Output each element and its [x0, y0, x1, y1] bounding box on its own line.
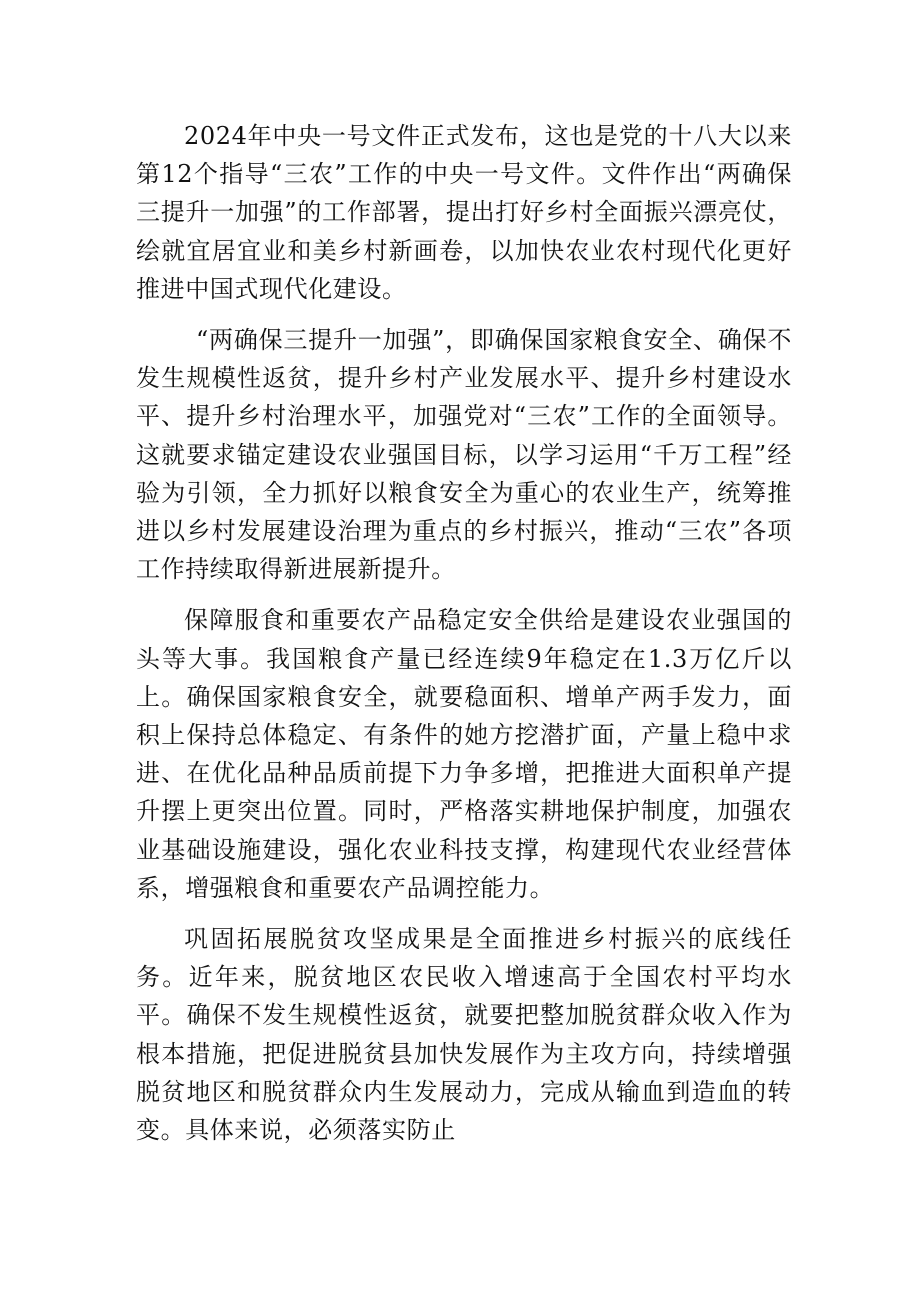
- paragraph-4: 巩固拓展脱贫攻坚成果是全面推进乡村振兴的底线任务。近年来，脱贫地区农民收入增速高于全国农村平均水平。确保不发生规模性返贫，就要把整加脱贫群众收入作为根本措施，把促进脱贫县加快发展作为主攻方向，持续增强脱贫地区和脱贫群众内生发展动力，完成从输血到造血的转变。具体来说，必须落实防止: [136, 925, 792, 1145]
- document-body: [136, 117, 792, 1149]
- paragraph-1: 2024年中央一号文件正式发布，这也是党的十八大以来第12个指导“三农”工作的中央一号文件。文件作出“两确保三提升一加强”的工作部署，提出打好乡村全面振兴漂亮仗，绘就宜居宜业和美乡村新画卷，以加快农业农村现代化更好推进中国式现代化建设。: [136, 122, 792, 303]
- paragraph-2: “两确保三提升一加强”，即确保国家粮食安全、确保不发生规模性返贫，提升乡村产业发展水平、提升乡村建设水平、提升乡村治理水平，加强党对“三农”工作的全面领导。这就要求锚定建设农业强国目标，以学习运用“千万工程”经验为引领，全力抓好以粮食安全为重心的农业生产，统筹推进以乡村发展建设治理为重点的乡村振兴，推动“三农”各项工作持续取得新进展新提升。: [136, 326, 792, 584]
- paragraph-3: 保障服食和重要农产品稳定安全供给是建设农业强国的头等大事。我国粮食产量已经连续9年稳定在1.3万亿斤以上。确保国家粮食安全，就要稳面积、增单产两手发力，面积上保持总体稳定、有条件的她方挖潜扩面，产量上稳中求进、在优化品种品质前提下力争多增，把推进大面积单产提升摆上更突出位置。同时，严格落实耕地保护制度，加强农业基础设施建设，强化农业科技支撑，构建现代农业经营体系，增强粮食和重要农产品调控能力。: [136, 606, 792, 902]
